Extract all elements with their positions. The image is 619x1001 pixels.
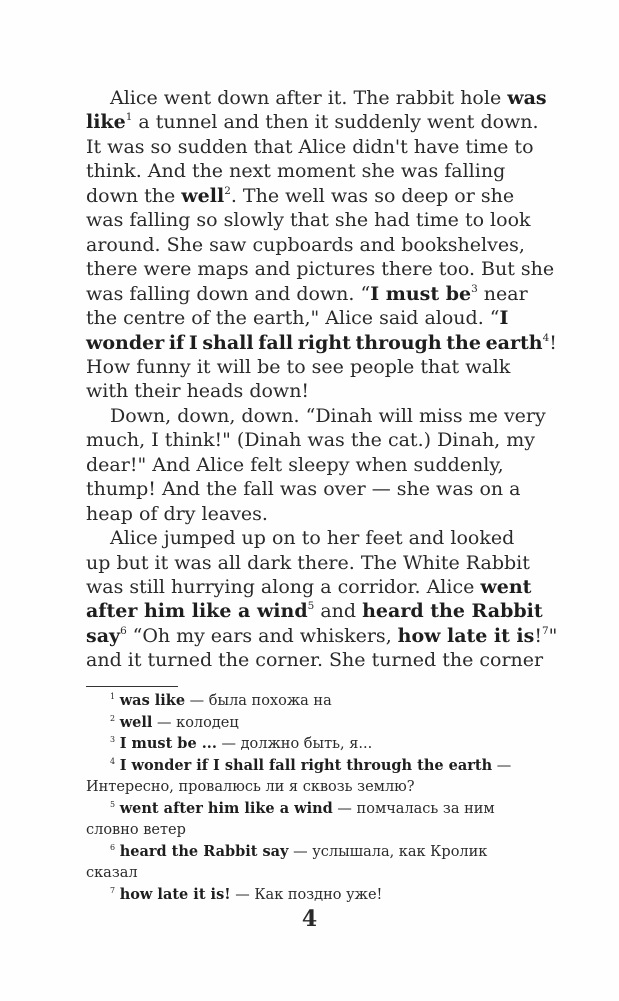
page-number: 4 bbox=[301, 906, 318, 932]
body-line: heap of dry leaves. bbox=[86, 502, 268, 525]
footnote-line: $^2$ well — колодец bbox=[110, 713, 239, 731]
body-line: there were maps and pictures there too. But she bbox=[86, 258, 555, 281]
body-line: dear!" And Alice felt sleepy when suddenly, bbox=[86, 453, 504, 476]
footnote-line: $^3$ I must be ... — должно быть, я... bbox=[110, 735, 373, 752]
body-line: Down, down, down. “Dinah will miss me very bbox=[110, 404, 546, 427]
body-line: Alice went down after it. The rabbit hole was bbox=[110, 87, 547, 109]
footnote-line: словно ветер bbox=[86, 822, 186, 838]
footnote-line: $^4$ I wonder if I shall fall right through the earth — bbox=[110, 756, 512, 774]
body-line: How funny it will be to see people that walk bbox=[86, 355, 511, 378]
body-line: was still hurrying along a corridor. Alice went bbox=[86, 576, 532, 598]
body-line: wonder if I shall fall right through the earth$^4$! bbox=[86, 331, 557, 354]
body-line: the centre of the earth," Alice said aloud. “I bbox=[86, 307, 509, 330]
body-line: down the well$^2$. The well was so deep or she bbox=[86, 184, 515, 207]
footnote-divider bbox=[86, 686, 178, 687]
footnote-line: $^1$ was like — была похожа на bbox=[110, 692, 332, 709]
body-line: and it turned the corner. She turned the corner bbox=[86, 649, 544, 672]
body-line: around. She saw cupboards and bookshelves, bbox=[86, 233, 525, 256]
footnote-line: $^5$ went after him like a wind — помчалась за ним bbox=[110, 799, 495, 817]
body-line: like$^1$ a tunnel and then it suddenly went down. bbox=[86, 111, 539, 134]
body-line: Alice jumped up on to her feet and looked bbox=[110, 527, 515, 550]
body-line: with their heads down! bbox=[86, 380, 310, 403]
body-line: say$^6$ “Oh my ears and whiskers, how late it is!$^7$" bbox=[86, 624, 558, 647]
footnote-line: Интересно, провалюсь ли я сквозь землю? bbox=[86, 779, 415, 795]
footnote-line: $^6$ heard the Rabbit say — услышала, как Кролик bbox=[110, 842, 488, 860]
footnote-line: $^7$ how late it is! — Как поздно уже! bbox=[110, 885, 383, 903]
body-line: up but it was all dark there. The White Rabbit bbox=[86, 551, 530, 574]
body-line: much, I think!" (Dinah was the cat.) Dinah, my bbox=[86, 429, 536, 452]
body-line: think. And the next moment she was falling bbox=[86, 160, 506, 183]
body-line: was falling so slowly that she had time to look bbox=[86, 209, 531, 232]
body-line: was falling down and down. “I must $be^3$ near bbox=[86, 282, 528, 305]
body-line: It was so sudden that Alice didn't have time to bbox=[86, 135, 534, 158]
body-line: after him like a wind$^5$ and heard the Rabbit bbox=[86, 600, 543, 623]
body-line: thump! And the fall was over — she was on a bbox=[86, 478, 521, 501]
footnote-line: сказал bbox=[86, 865, 138, 881]
